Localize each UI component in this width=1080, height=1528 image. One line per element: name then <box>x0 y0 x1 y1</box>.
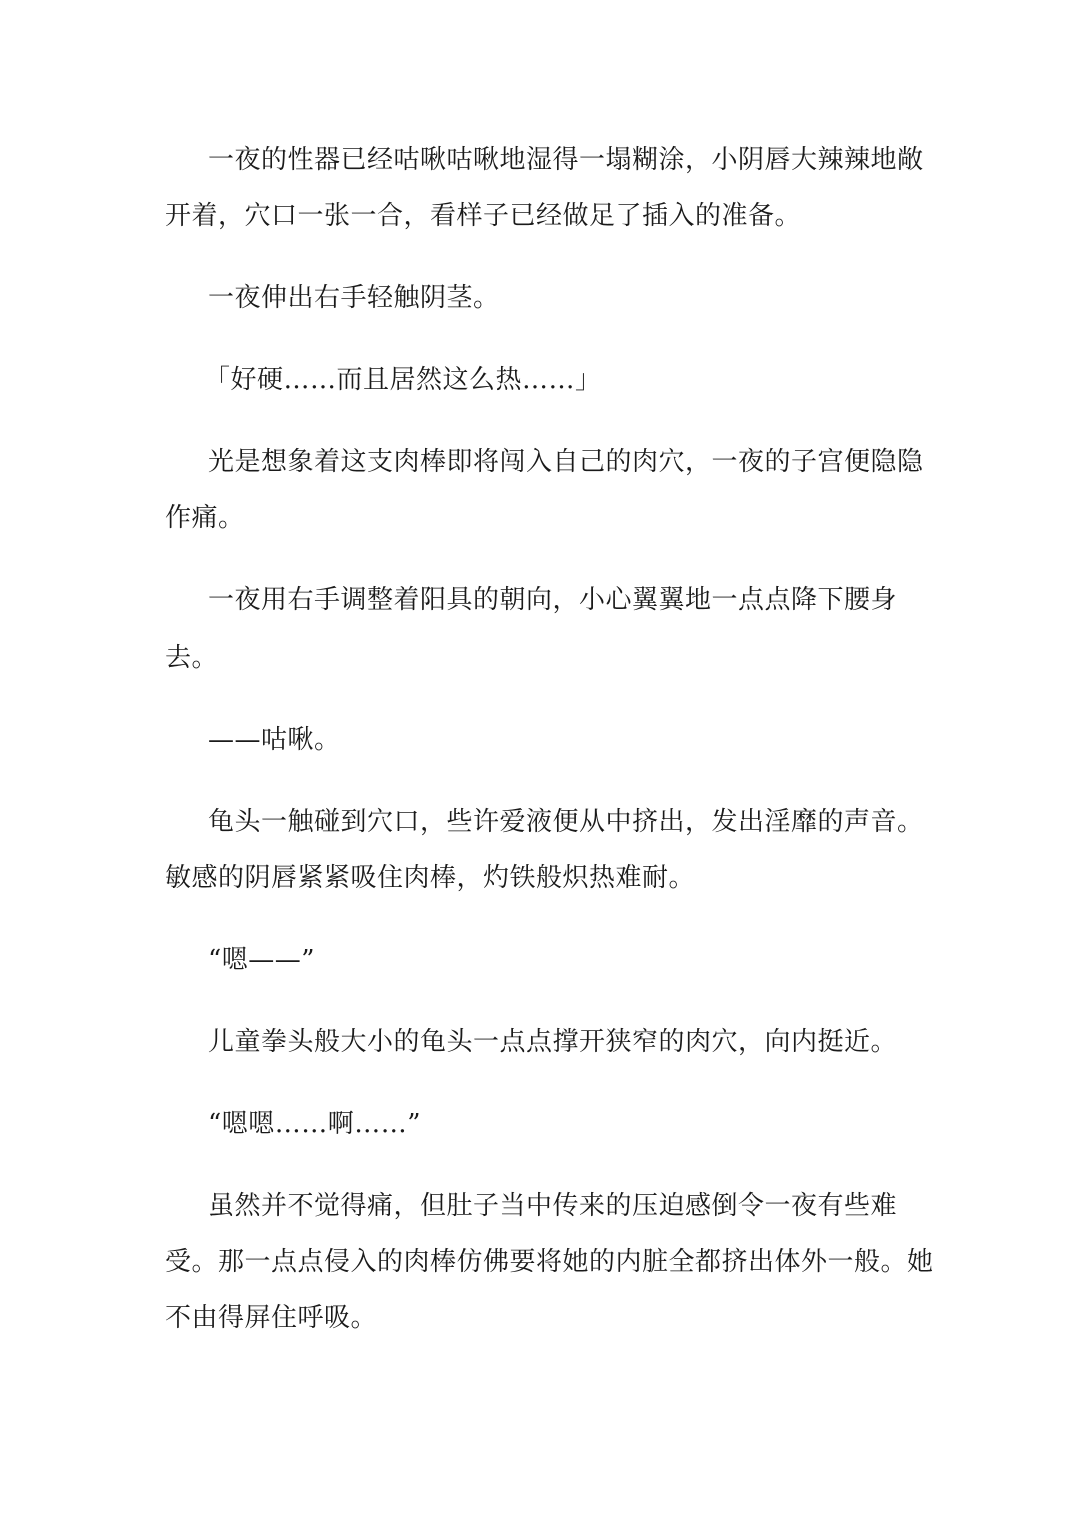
text-line: 虽然并不觉得痛，但肚子当中传来的压迫感倒令一夜有些难 <box>208 1191 898 1221</box>
text-line: 受。那一点点侵入的肉棒仿佛要将她的内脏全都挤出体外一般。她 <box>165 1247 934 1277</box>
text-line: 作痛。 <box>165 503 245 533</box>
text-line: ——咕啾。 <box>208 725 341 755</box>
text-line: 开着，穴口一张一合，看样子已经做足了插入的准备。 <box>165 201 802 231</box>
text-line: 一夜用右手调整着阳具的朝向，小心翼翼地一点点降下腰身 <box>208 585 898 615</box>
text-line: “嗯嗯……啊……” <box>208 1109 422 1139</box>
text-line: 「好硬……而且居然这么热……」 <box>204 365 602 395</box>
text-line: 光是想象着这支肉棒即将闯入自己的肉穴，一夜的子宫便隐隐 <box>208 447 924 477</box>
text-line: “嗯——” <box>208 945 316 975</box>
text-line: 一夜的性器已经咕啾咕啾地湿得一塌糊涂，小阴唇大辣辣地敞 <box>208 145 924 175</box>
text-line: 一夜伸出右手轻触阴茎。 <box>208 283 500 313</box>
text-line: 去。 <box>165 643 219 673</box>
text-line: 敏感的阴唇紧紧吸住肉棒，灼铁般炽热难耐。 <box>165 863 696 893</box>
text-line: 龟头一触碰到穴口，些许爱液便从中挤出，发出淫靡的声音。 <box>208 807 924 837</box>
text-line: 不由得屏住呼吸。 <box>165 1303 378 1333</box>
text-line: 儿童拳头般大小的龟头一点点撑开狭窄的肉穴，向内挺近。 <box>208 1027 898 1057</box>
